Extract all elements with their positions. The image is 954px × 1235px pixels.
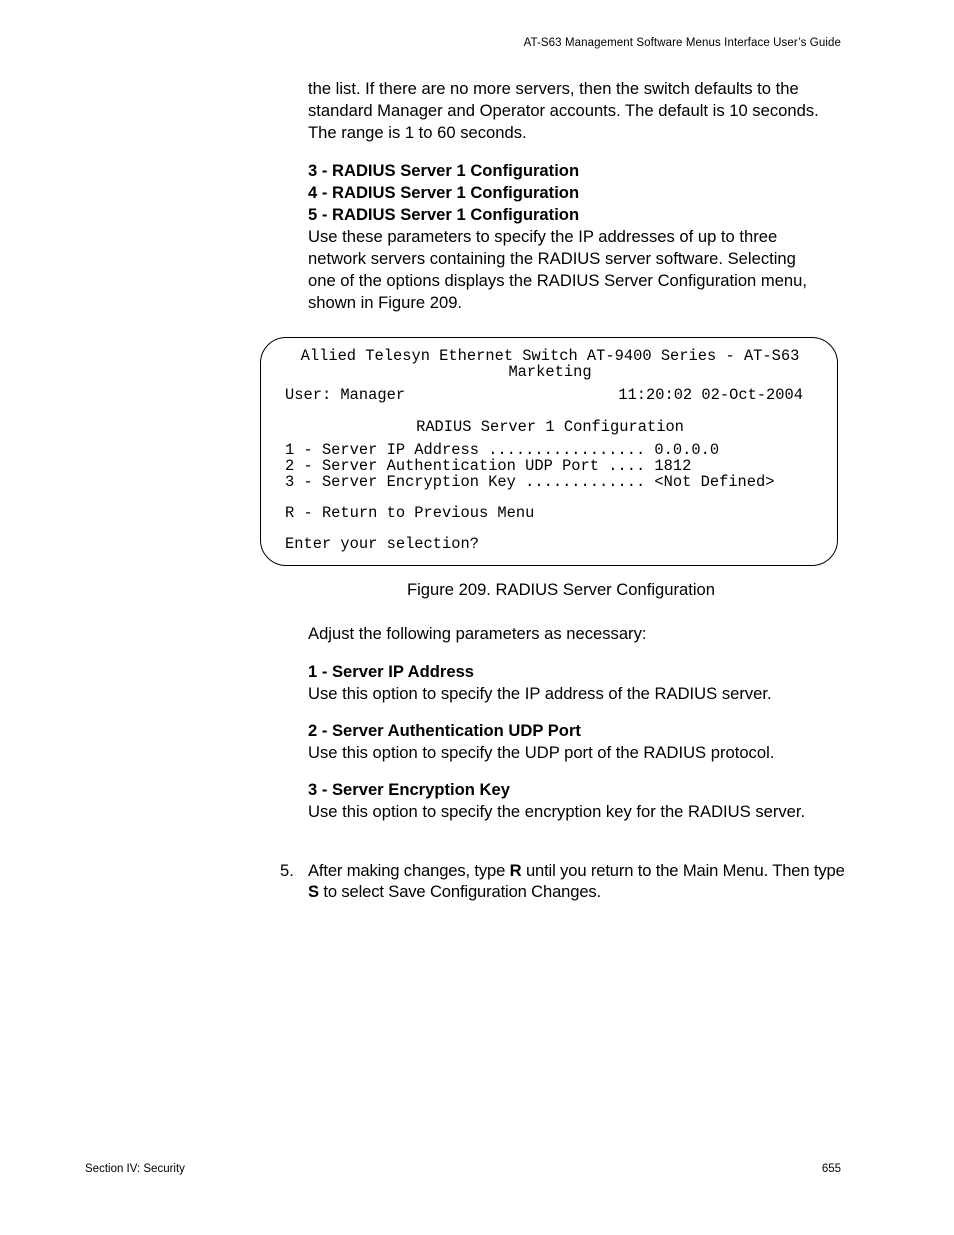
parameter-heading: 1 - Server IP Address bbox=[308, 662, 475, 681]
step-text-part2: until you return to the Main Menu. Then type bbox=[521, 861, 845, 880]
step-number: 5. bbox=[280, 861, 294, 880]
footer-page-number: 655 bbox=[821, 1163, 841, 1175]
terminal-menu-title: RADIUS Server 1 Configuration bbox=[416, 418, 684, 436]
terminal-banner-line1: Allied Telesyn Ethernet Switch AT-9400 Series - AT-S63 bbox=[300, 347, 800, 365]
parameter-description: Use this option to specify the UDP port of the RADIUS protocol. bbox=[308, 743, 775, 762]
key-r: R bbox=[509, 861, 522, 880]
terminal-screen bbox=[260, 337, 838, 566]
step-text bbox=[308, 860, 848, 902]
step-text-part1: After making changes, type bbox=[308, 861, 510, 880]
server-option-heading-4: 4 - RADIUS Server 1 Configuration bbox=[308, 183, 580, 202]
parameter-description: Use this option to specify the encryption key for the RADIUS server. bbox=[308, 802, 806, 821]
parameter-heading: 2 - Server Authentication UDP Port bbox=[308, 721, 581, 740]
parameters-intro-text: Adjust the following parameters as necessary: bbox=[308, 624, 647, 643]
parameter-udp-port bbox=[308, 720, 828, 764]
parameter-description: Use this option to specify the IP address of the RADIUS server. bbox=[308, 684, 772, 703]
terminal-datetime: 11:20:02 02-Oct-2004 bbox=[618, 386, 803, 404]
step-text-part3: to select Save Configuration Changes. bbox=[318, 882, 602, 901]
parameters-intro bbox=[308, 623, 828, 645]
parameter-encryption-key bbox=[308, 779, 828, 823]
terminal-return-option: R - Return to Previous Menu bbox=[285, 504, 535, 522]
terminal-prompt: Enter your selection? bbox=[285, 535, 479, 553]
server-option-heading-5: 5 - RADIUS Server 1 Configuration bbox=[308, 205, 580, 224]
running-header: AT-S63 Management Software Menus Interface User’s Guide bbox=[523, 37, 841, 49]
parameter-heading: 3 - Server Encryption Key bbox=[308, 780, 510, 799]
parameter-server-ip bbox=[308, 661, 828, 705]
intro-continued-text: the list. If there are no more servers, then the switch defaults to the standard Manager and Operator accounts. The default is 10 seconds. The range is 1 to 60 seconds. bbox=[308, 79, 819, 142]
footer-section: Section IV: Security bbox=[85, 1163, 185, 1175]
intro-paragraph bbox=[308, 78, 828, 144]
figure-caption: Figure 209. RADIUS Server Configuration bbox=[406, 580, 716, 599]
terminal-menu-item-2: 2 - Server Authentication UDP Port .... 1812 bbox=[285, 457, 692, 475]
server-options-description: Use these parameters to specify the IP addresses of up to three network servers containing the RADIUS server software. Selecting one of the options displays the RADIUS Server Configuration menu, shown in Figure 209. bbox=[308, 227, 808, 312]
terminal-user: User: Manager bbox=[285, 386, 406, 404]
key-s: S bbox=[308, 882, 319, 901]
terminal-menu-item-1: 1 - Server IP Address ................. 0.0.0.0 bbox=[285, 441, 720, 459]
server-options-section bbox=[308, 160, 828, 314]
terminal-banner-line2: Marketing bbox=[508, 363, 592, 381]
terminal-menu-item-3: 3 - Server Encryption Key ............. <Not Defined> bbox=[285, 473, 775, 491]
server-option-heading-3: 3 - RADIUS Server 1 Configuration bbox=[308, 161, 580, 180]
